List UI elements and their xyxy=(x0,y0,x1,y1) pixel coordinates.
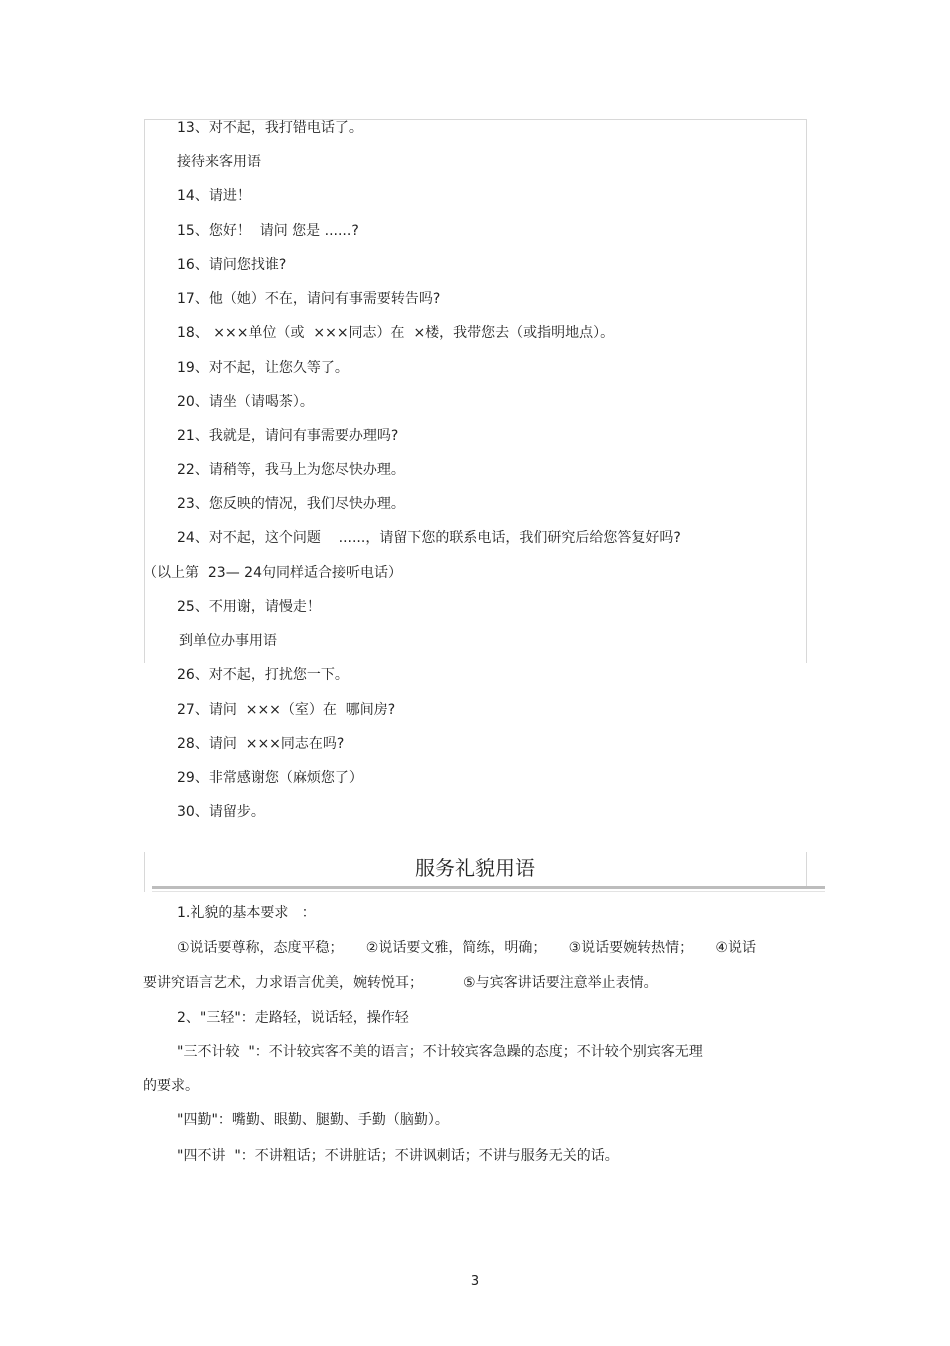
page-number: 3 xyxy=(470,1274,480,1289)
text-line: "四勤"：嘴勤、眼勤、腿勤、手勤（脑勤）。 xyxy=(177,1112,449,1128)
text-line: 1.礼貌的基本要求 ： xyxy=(177,905,316,921)
text-line: 18、 ×××单位（或 ×××同志）在 ×楼，我带您去（或指明地点）。 xyxy=(177,325,615,341)
text-line: 27、请问 ×××（室）在 哪间房? xyxy=(177,702,396,718)
title-underline xyxy=(152,886,825,889)
text-line: 25、不用谢，请慢走！ xyxy=(177,599,321,615)
text-line: ①说话要尊称，态度平稳； ②说话要文雅，简练，明确； ③说话要婉转热情； ④说话 xyxy=(177,940,756,956)
subheading: 接待来客用语 xyxy=(177,154,261,170)
text-line: 22、请稍等，我马上为您尽快办理。 xyxy=(177,462,405,478)
text-line: 14、请进！ xyxy=(177,188,251,204)
text-line: 2、"三轻"：走路轻，说话轻，操作轻 xyxy=(177,1010,409,1026)
text-line: 26、对不起，打扰您一下。 xyxy=(177,667,349,683)
text-line: 15、您好！ 请问 您是 ......? xyxy=(177,223,359,239)
text-line: 20、请坐（请喝茶）。 xyxy=(177,394,314,410)
text-line: 29、非常感谢您（麻烦您了） xyxy=(177,770,363,786)
text-line: 19、对不起，让您久等了。 xyxy=(177,360,349,376)
subheading: 到单位办事用语 xyxy=(179,633,277,649)
text-line: "三不计较 "：不计较宾客不美的语言；不计较宾客急躁的态度；不计较个别宾客无理 xyxy=(177,1044,703,1060)
text-line: 23、您反映的情况，我们尽快办理。 xyxy=(177,496,405,512)
text-line: 30、请留步。 xyxy=(177,804,265,820)
frame-right-line xyxy=(806,119,807,663)
note-line: （以上第 23— 24句同样适合接听电话） xyxy=(143,565,402,581)
text-line: 16、请问您找谁? xyxy=(177,257,287,273)
text-line: 17、他（她）不在，请问有事需要转告吗? xyxy=(177,291,441,307)
text-line: 28、请问 ×××同志在吗? xyxy=(177,736,345,752)
text-line: 21、我就是，请问有事需要办理吗? xyxy=(177,428,399,444)
text-line: 要讲究语言艺术，力求语言优美，婉转悦耳； ⑤与宾客讲话要注意举止表情。 xyxy=(143,975,658,991)
text-line: 24、对不起，这个问题 ......，请留下您的联系电话，我们研究后给您答复好吗? xyxy=(177,530,681,546)
section-title: 服务礼貌用语 xyxy=(415,856,535,880)
text-line: 的要求。 xyxy=(143,1078,199,1094)
text-line: 13、对不起，我打错电话了。 xyxy=(177,120,363,136)
text-line: "四不讲 "：不讲粗话；不讲脏话；不讲讽刺话；不讲与服务无关的话。 xyxy=(177,1148,619,1164)
title-underline-shadow xyxy=(152,891,825,892)
